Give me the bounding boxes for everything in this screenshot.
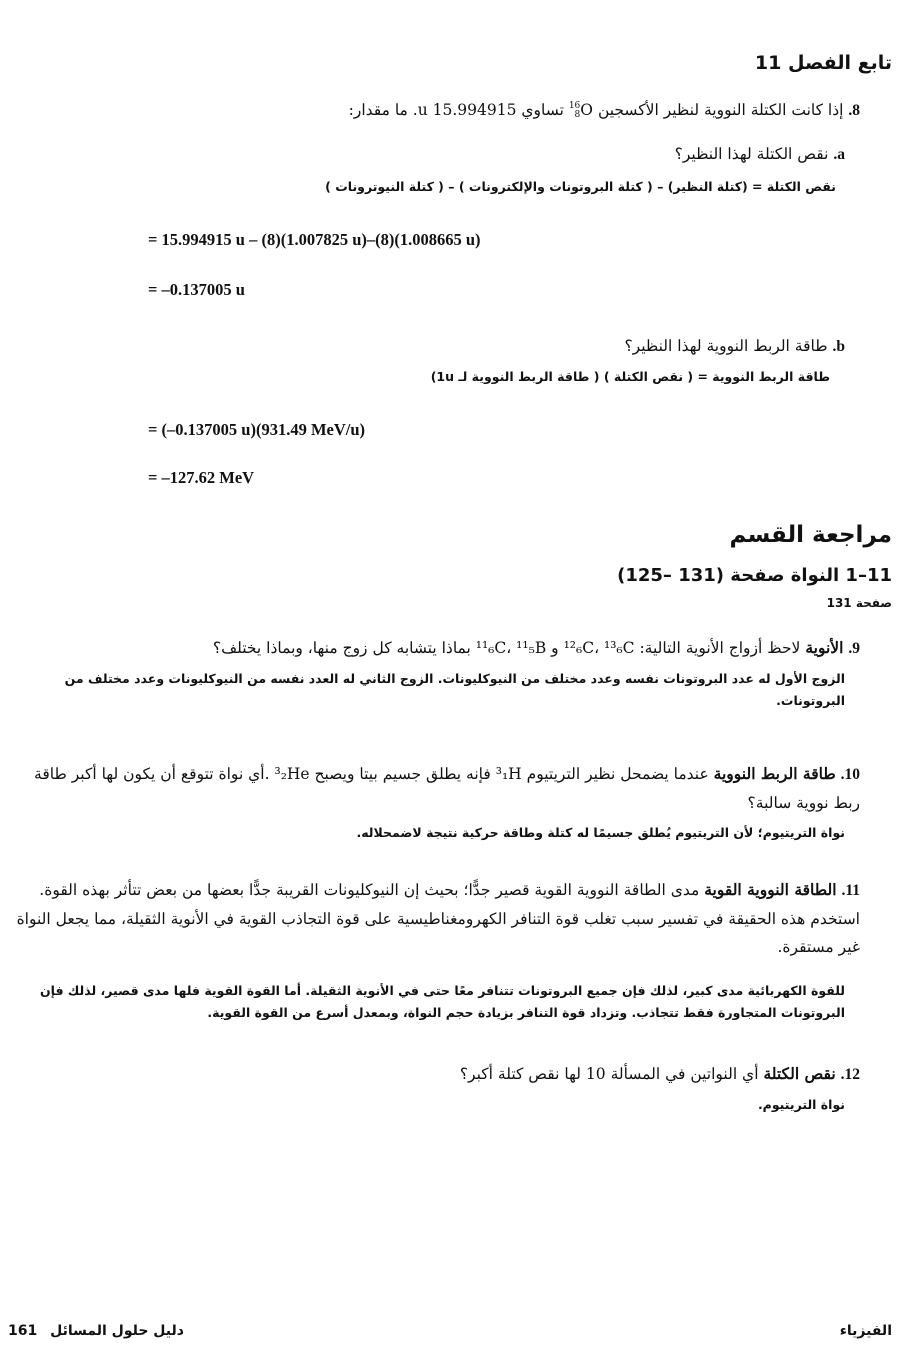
part-text: طاقة الربط النووية لهذا النظير؟ [624, 337, 828, 355]
equation-result: = –127.62 MeV [148, 468, 255, 487]
equation-result: = –0.137005 u [148, 280, 245, 299]
question-text: لاحظ أزواج الأنوية التالية: [639, 639, 801, 657]
question-topic: طاقة الربط النووية [713, 764, 836, 783]
question-topic: الطاقة النووية القوية [704, 880, 837, 899]
oxygen-isotope [569, 96, 593, 124]
section-title: 11–1 النواة صفحة (131 –125) [617, 565, 892, 586]
question-topic: الأنوية [805, 638, 844, 657]
isotope-symbol: O [580, 101, 593, 119]
answer: للقوة الكهربائية مدى كبير، لذلك فإن جميع البروتونات تتنافر معًا حتى في الأنوية الثقيلة. أما القوة القوية فلها مدى قصير، لذلك فإن البروتونات المتجاورة فقط تتجاذب. وتزداد قوة التنافر بزيادة حجم النواة، وبمعدل أسرع من القوة القوية. [40, 983, 845, 1020]
isotope-atomic: 8 [574, 110, 581, 120]
question-text: أي النواتين في المسألة 10 لها نقص كتلة أكبر؟ [459, 1065, 759, 1083]
answer: الزوج الأول له عدد البروتونات نفسه وعدد مختلف من النيوكليونات. الزوج الثاني له العدد نفسه من النيوكليونات وعدد مختلف من البروتونات. [64, 671, 845, 708]
page-reference: صفحة 131 [826, 596, 892, 610]
part-label: b. [832, 338, 845, 355]
question-8 [40, 96, 860, 125]
part-text: نقص الكتلة لهذا النظير؟ [674, 145, 829, 163]
question-text: مدى الطاقة النووية القوية قصير جدًّا؛ بحيث إن النيوكليونات القريبة جدًّا بعضها من بعض تتأثر بهذه القوة. استخدم هذه الحقيقة في تفسير سبب تغلب قوة التنافر الكهرومغناطيسية على قوة التجاذب القوية في الأنوية الثقيلة، مما يجعل النواة غير مستقرة. [16, 881, 860, 956]
question-8b [624, 332, 845, 361]
question-9 [40, 634, 860, 663]
mass-defect-formula: نقص الكتلة = (كتلة النظير) – ( كتلة البروتونات والإلكترونات ) – ( كتلة النيوترونات ) [325, 179, 836, 194]
question-text-post: بماذا يتشابه كل زوج منها، وبماذا يختلف؟ [212, 639, 471, 657]
question-text: إذا كانت الكتلة النووية لنظير الأكسجين [597, 101, 844, 119]
answer: نواة التريتيوم؛ لأن التريتيوم يُطلق جسيمًا له كتلة وطاقة حركية نتيجة لاضمحلاله. [356, 825, 845, 840]
equation-line: = (–0.137005 u)(931.49 MeV/u) [148, 420, 366, 439]
page-number: 161 [8, 1323, 38, 1339]
question-number: 12. [840, 1066, 860, 1083]
chapter-title: تابع الفصل 11 [754, 52, 892, 74]
question-12 [40, 1060, 860, 1089]
question-number: 8. [848, 102, 860, 119]
binding-energy-formula: طاقة الربط النووية = ( نقص الكتلة ) ( طاقة الربط النووية لـ 1u) [430, 369, 830, 384]
answer: نواة التريتيوم. [757, 1097, 845, 1112]
section-review-heading: مراجعة القسم [729, 522, 892, 548]
question-text: عندما يضمحل نظير التريتيوم ³₁H فإنه يطلق جسيم بيتا ويصبح ³₂He .أي نواة تتوقع أن يكون لها أكبر طاقة ربط نووية سالبة؟ [34, 765, 860, 812]
question-text-post: تساوي 15.994915 u. ما مقدار: [348, 101, 564, 119]
question-10 [15, 760, 860, 817]
isotope-mass: 16 [568, 101, 581, 111]
question-11 [5, 876, 860, 961]
question-number: 10. [840, 766, 860, 783]
nuclei-pairs: ¹²₆C، ¹³₆C و ¹¹₆C، ¹¹₅B [475, 639, 635, 657]
footer-subject: الفيزياء [839, 1323, 892, 1339]
question-number: 11. [841, 882, 860, 899]
question-8a [675, 140, 845, 169]
question-number: 9. [848, 640, 860, 657]
equation-line: = 15.994915 u – (8)(1.007825 u)–(8)(1.008665 u) [148, 230, 481, 249]
footer-left [8, 1323, 184, 1339]
footer-book-title: دليل حلول المسائل [50, 1323, 184, 1339]
part-label: a. [833, 146, 845, 163]
question-topic: نقص الكتلة [763, 1064, 836, 1083]
